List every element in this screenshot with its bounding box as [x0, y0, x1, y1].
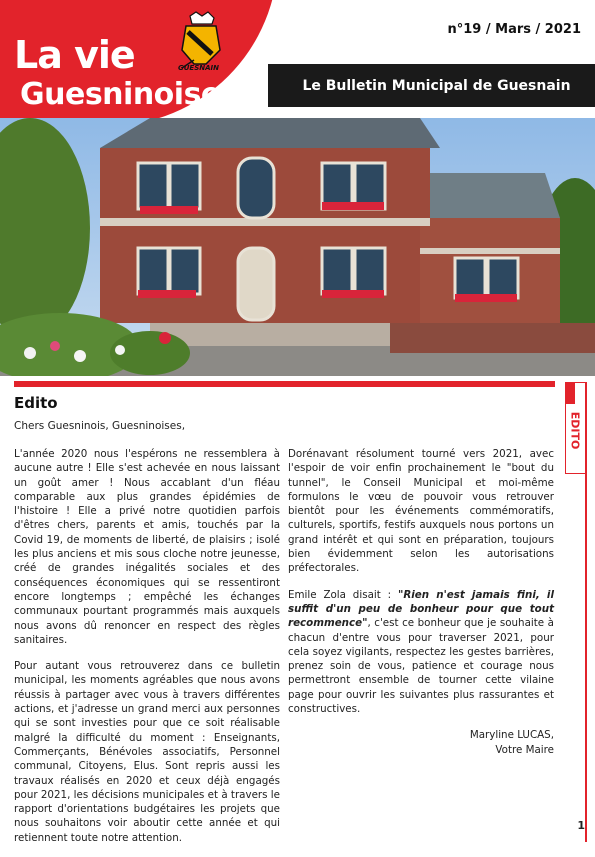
paragraph: Dorénavant résolument tourné vers 2021, avec l'espoir de voir enfin prochainement le "bout du tunnel", le Conseil Municipal et moi-même formulons le vœu de pouvoir vous retrouver bientôt pour les événements commémoratifs, culturels, sportifs, festifs auxquels nous portons un grand intérêt et qui sont en préparation, toujours bien évidemment selon les autorisations préfectorales.: [288, 448, 554, 575]
section-tab-label: EDITO: [568, 411, 582, 450]
subtitle-bar: [268, 64, 595, 107]
town-hall-photo: [0, 118, 595, 376]
paragraph: L'année 2020 nous l'espérons ne ressemblera à aucune autre ! Elle s'est achevée en nous laissant un goût amer ! Nous accablant d'un fléau comparable aux plus grandes épidémies de l'histoire ! Elle a privé notre quotidien parfois d'êtres chers, parents et amis, touchés par la Covid 19, de moments de liberté, de plaisirs ; isolé les plus anciens et mis sous cloche notre jeunesse, créé de grandes inégalités sociales et des conséquences économiques qui se ressentiront encore longtemps ; empêché les échanges communaux pourtant programmés mais auxquels nous avons dû renoncer en respect des règles sanitaires.: [14, 448, 280, 646]
article-column-right: [288, 447, 554, 757]
page-number: 1: [577, 819, 585, 832]
masthead-title-line1: La vie: [14, 33, 135, 77]
section-red-strip: [14, 381, 555, 387]
quote-intro: Emile Zola disait :: [288, 588, 398, 601]
signature-block: [288, 728, 554, 757]
signature-name: Maryline LUCAS,: [469, 729, 554, 742]
issue-number: n°19 / Mars / 2021: [447, 22, 581, 37]
signature-role: Votre Maire: [495, 743, 554, 756]
article-salutation: Chers Guesninois, Guesninoises,: [14, 420, 186, 432]
logo-wordmark: GUESNAIN: [178, 64, 219, 72]
article-column-left: [14, 447, 280, 857]
article-heading: Edito: [14, 394, 58, 412]
photo-divider: [0, 376, 595, 380]
town-hall-photo-illustration: [0, 118, 595, 376]
masthead: [0, 0, 595, 128]
subtitle-text: Le Bulletin Municipal de Guesnain: [302, 77, 571, 94]
section-side-rule: [585, 382, 587, 842]
paragraph: Pour autant vous retrouverez dans ce bulletin municipal, les moments agréables que nous avons réussis à partager avec vous à travers différentes actions, et j'adresse un grand merci aux personnes qui se sont investies pour que ce soit réalisable malgré la difficulté du moment : Enseignants, Commerçants, Bénévoles associatifs, Personnel communal, Citoyens, Elus. Sont repris aussi les travaux réalisés en 2020 et ceux déjà engagés pour 2021, les décisions municipales et à travers le rapport d'orientations budgétaires les projets que nous souhaitons voir aboutir cette année et qui retiennent toute notre attention.: [14, 660, 280, 844]
zola-quote: "Rien n'est jamais fini, il suffit d'un peu de bonheur pour que tout recommence": [288, 588, 554, 630]
masthead-title-line2: Guesninoise: [20, 77, 221, 112]
section-tab-accent: [565, 382, 575, 404]
quote-continuation: , c'est ce bonheur que je souhaite à chacun d'entre vous pour traverser 2021, pour cela soyez vigilants, respectez les gestes barrières, prenez soin de vous, patience et courage nous permettront ensemble de tourner cette vilaine page pour ouvrir les suivantes plus rassurantes et constructives.: [288, 617, 554, 716]
paragraph-with-quote: [288, 588, 554, 717]
